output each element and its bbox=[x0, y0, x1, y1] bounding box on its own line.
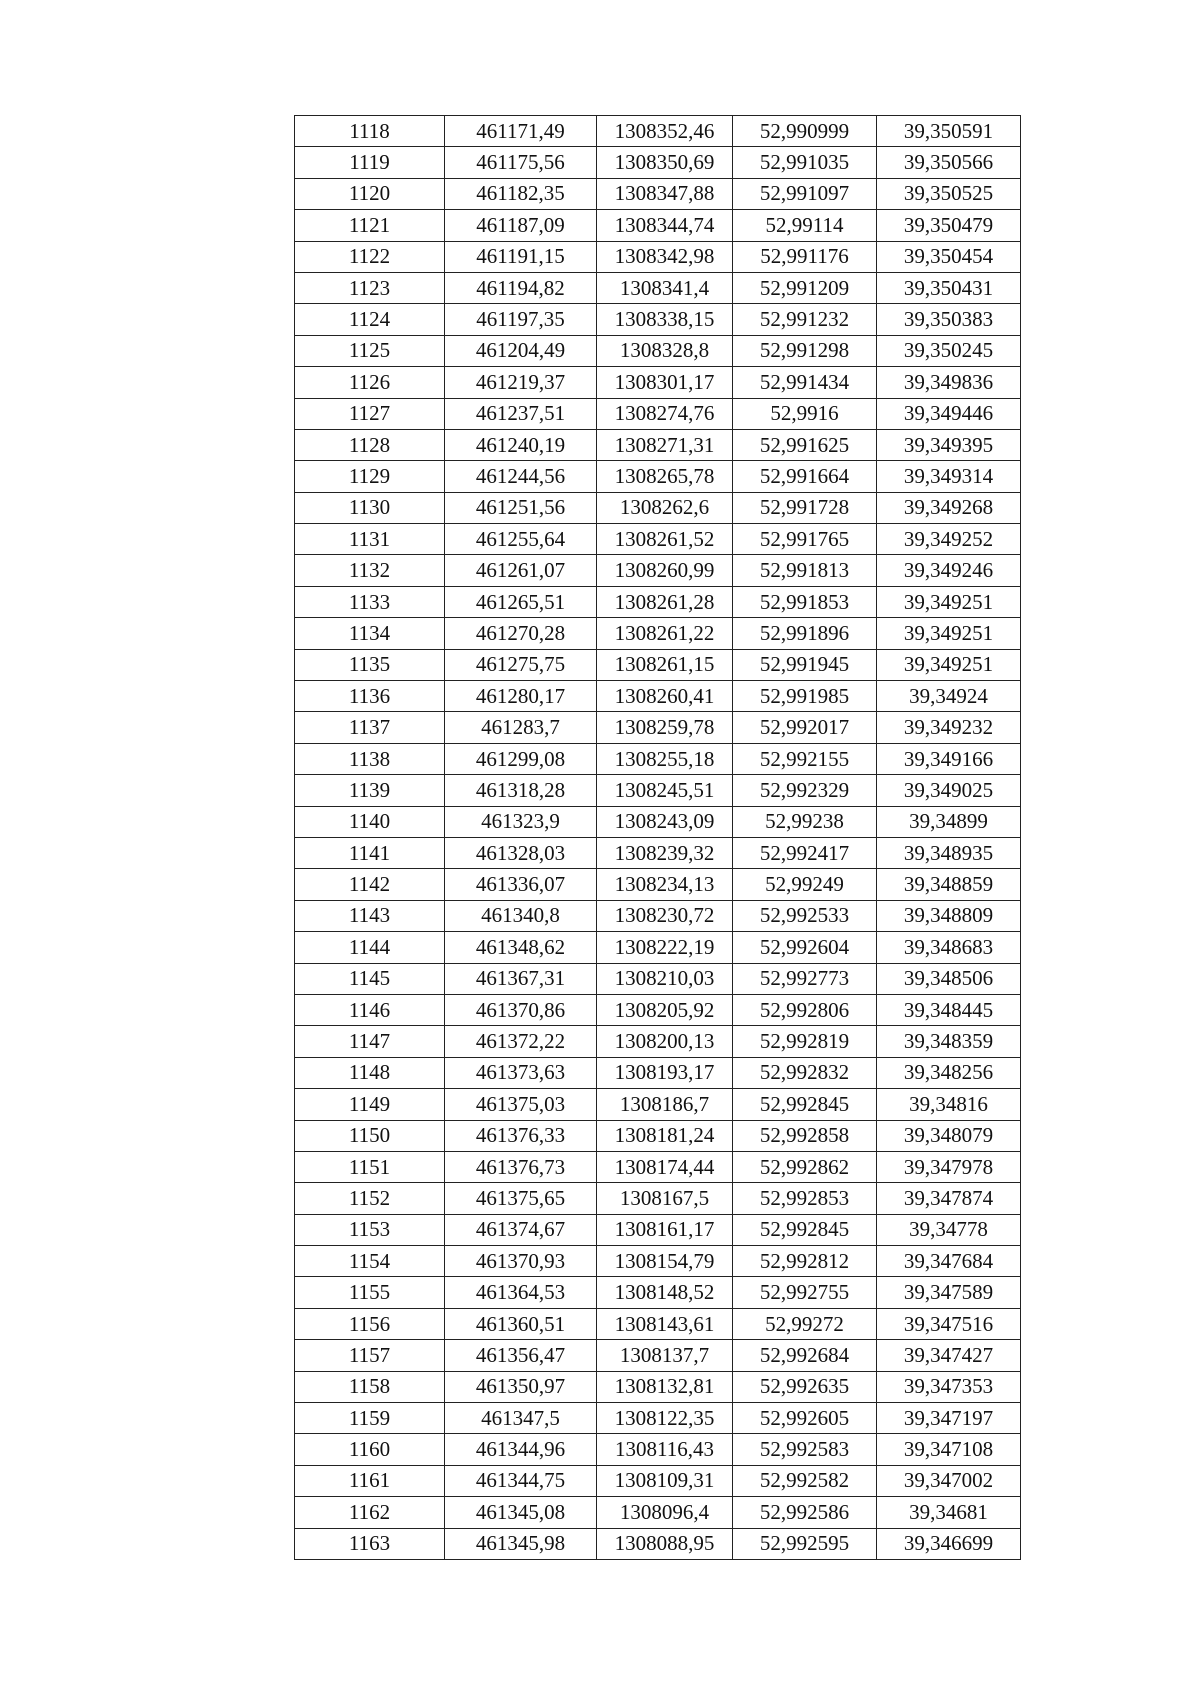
y-coordinate-cell: 1308137,7 bbox=[597, 1340, 733, 1371]
table-row bbox=[295, 461, 1021, 492]
longitude-cell: 39,34681 bbox=[877, 1497, 1021, 1528]
y-coordinate-cell: 1308261,52 bbox=[597, 524, 733, 555]
longitude-cell: 39,350479 bbox=[877, 210, 1021, 241]
point-number-cell: 1152 bbox=[295, 1183, 445, 1214]
table-row bbox=[295, 869, 1021, 900]
longitude-cell: 39,348445 bbox=[877, 994, 1021, 1025]
x-coordinate-cell: 461270,28 bbox=[445, 618, 597, 649]
x-coordinate-cell: 461251,56 bbox=[445, 492, 597, 523]
x-coordinate-cell: 461182,35 bbox=[445, 178, 597, 209]
latitude-cell: 52,992845 bbox=[733, 1089, 877, 1120]
table-row bbox=[295, 524, 1021, 555]
x-coordinate-cell: 461372,22 bbox=[445, 1026, 597, 1057]
point-number-cell: 1133 bbox=[295, 586, 445, 617]
x-coordinate-cell: 461370,93 bbox=[445, 1246, 597, 1277]
x-coordinate-cell: 461197,35 bbox=[445, 304, 597, 335]
table-row bbox=[295, 900, 1021, 931]
y-coordinate-cell: 1308261,28 bbox=[597, 586, 733, 617]
point-number-cell: 1147 bbox=[295, 1026, 445, 1057]
latitude-cell: 52,991035 bbox=[733, 147, 877, 178]
table-row bbox=[295, 1277, 1021, 1308]
latitude-cell: 52,992832 bbox=[733, 1057, 877, 1088]
x-coordinate-cell: 461261,07 bbox=[445, 555, 597, 586]
point-number-cell: 1134 bbox=[295, 618, 445, 649]
latitude-cell: 52,991853 bbox=[733, 586, 877, 617]
latitude-cell: 52,992604 bbox=[733, 932, 877, 963]
coordinates-table-body bbox=[295, 116, 1021, 1560]
longitude-cell: 39,348256 bbox=[877, 1057, 1021, 1088]
longitude-cell: 39,350566 bbox=[877, 147, 1021, 178]
y-coordinate-cell: 1308205,92 bbox=[597, 994, 733, 1025]
table-row bbox=[295, 1151, 1021, 1182]
longitude-cell: 39,34778 bbox=[877, 1214, 1021, 1245]
longitude-cell: 39,347589 bbox=[877, 1277, 1021, 1308]
table-row bbox=[295, 272, 1021, 303]
longitude-cell: 39,347874 bbox=[877, 1183, 1021, 1214]
latitude-cell: 52,992684 bbox=[733, 1340, 877, 1371]
latitude-cell: 52,991232 bbox=[733, 304, 877, 335]
longitude-cell: 39,347108 bbox=[877, 1434, 1021, 1465]
point-number-cell: 1157 bbox=[295, 1340, 445, 1371]
table-row bbox=[295, 1465, 1021, 1496]
latitude-cell: 52,99238 bbox=[733, 806, 877, 837]
latitude-cell: 52,992417 bbox=[733, 837, 877, 868]
longitude-cell: 39,348859 bbox=[877, 869, 1021, 900]
longitude-cell: 39,349446 bbox=[877, 398, 1021, 429]
latitude-cell: 52,992586 bbox=[733, 1497, 877, 1528]
coordinates-table bbox=[294, 115, 1021, 1560]
x-coordinate-cell: 461299,08 bbox=[445, 743, 597, 774]
table-row bbox=[295, 1340, 1021, 1371]
x-coordinate-cell: 461219,37 bbox=[445, 367, 597, 398]
latitude-cell: 52,992845 bbox=[733, 1214, 877, 1245]
x-coordinate-cell: 461323,9 bbox=[445, 806, 597, 837]
table-row bbox=[295, 649, 1021, 680]
longitude-cell: 39,349025 bbox=[877, 775, 1021, 806]
latitude-cell: 52,991813 bbox=[733, 555, 877, 586]
point-number-cell: 1137 bbox=[295, 712, 445, 743]
point-number-cell: 1141 bbox=[295, 837, 445, 868]
x-coordinate-cell: 461375,03 bbox=[445, 1089, 597, 1120]
y-coordinate-cell: 1308132,81 bbox=[597, 1371, 733, 1402]
point-number-cell: 1142 bbox=[295, 869, 445, 900]
latitude-cell: 52,992858 bbox=[733, 1120, 877, 1151]
longitude-cell: 39,349252 bbox=[877, 524, 1021, 555]
point-number-cell: 1148 bbox=[295, 1057, 445, 1088]
point-number-cell: 1119 bbox=[295, 147, 445, 178]
point-number-cell: 1120 bbox=[295, 178, 445, 209]
longitude-cell: 39,350431 bbox=[877, 272, 1021, 303]
y-coordinate-cell: 1308174,44 bbox=[597, 1151, 733, 1182]
y-coordinate-cell: 1308167,5 bbox=[597, 1183, 733, 1214]
y-coordinate-cell: 1308259,78 bbox=[597, 712, 733, 743]
y-coordinate-cell: 1308181,24 bbox=[597, 1120, 733, 1151]
longitude-cell: 39,349246 bbox=[877, 555, 1021, 586]
point-number-cell: 1160 bbox=[295, 1434, 445, 1465]
longitude-cell: 39,347978 bbox=[877, 1151, 1021, 1182]
point-number-cell: 1124 bbox=[295, 304, 445, 335]
longitude-cell: 39,349395 bbox=[877, 429, 1021, 460]
table-row bbox=[295, 1120, 1021, 1151]
longitude-cell: 39,347427 bbox=[877, 1340, 1021, 1371]
table-row bbox=[295, 1497, 1021, 1528]
latitude-cell: 52,992806 bbox=[733, 994, 877, 1025]
table-row bbox=[295, 994, 1021, 1025]
y-coordinate-cell: 1308143,61 bbox=[597, 1308, 733, 1339]
latitude-cell: 52,992819 bbox=[733, 1026, 877, 1057]
point-number-cell: 1127 bbox=[295, 398, 445, 429]
longitude-cell: 39,349836 bbox=[877, 367, 1021, 398]
y-coordinate-cell: 1308122,35 bbox=[597, 1403, 733, 1434]
y-coordinate-cell: 1308347,88 bbox=[597, 178, 733, 209]
x-coordinate-cell: 461244,56 bbox=[445, 461, 597, 492]
point-number-cell: 1144 bbox=[295, 932, 445, 963]
y-coordinate-cell: 1308210,03 bbox=[597, 963, 733, 994]
table-row bbox=[295, 367, 1021, 398]
table-row bbox=[295, 586, 1021, 617]
table-row bbox=[295, 837, 1021, 868]
table-row bbox=[295, 210, 1021, 241]
latitude-cell: 52,991434 bbox=[733, 367, 877, 398]
x-coordinate-cell: 461171,49 bbox=[445, 116, 597, 147]
longitude-cell: 39,349251 bbox=[877, 586, 1021, 617]
latitude-cell: 52,991625 bbox=[733, 429, 877, 460]
point-number-cell: 1118 bbox=[295, 116, 445, 147]
x-coordinate-cell: 461194,82 bbox=[445, 272, 597, 303]
longitude-cell: 39,350245 bbox=[877, 335, 1021, 366]
table-row bbox=[295, 806, 1021, 837]
latitude-cell: 52,992605 bbox=[733, 1403, 877, 1434]
x-coordinate-cell: 461191,15 bbox=[445, 241, 597, 272]
longitude-cell: 39,348359 bbox=[877, 1026, 1021, 1057]
y-coordinate-cell: 1308352,46 bbox=[597, 116, 733, 147]
y-coordinate-cell: 1308350,69 bbox=[597, 147, 733, 178]
point-number-cell: 1132 bbox=[295, 555, 445, 586]
point-number-cell: 1150 bbox=[295, 1120, 445, 1151]
longitude-cell: 39,348506 bbox=[877, 963, 1021, 994]
y-coordinate-cell: 1308344,74 bbox=[597, 210, 733, 241]
x-coordinate-cell: 461376,73 bbox=[445, 1151, 597, 1182]
longitude-cell: 39,34816 bbox=[877, 1089, 1021, 1120]
table-row bbox=[295, 1026, 1021, 1057]
y-coordinate-cell: 1308116,43 bbox=[597, 1434, 733, 1465]
point-number-cell: 1163 bbox=[295, 1528, 445, 1559]
latitude-cell: 52,991945 bbox=[733, 649, 877, 680]
table-row bbox=[295, 1528, 1021, 1559]
table-row bbox=[295, 1183, 1021, 1214]
table-row bbox=[295, 241, 1021, 272]
y-coordinate-cell: 1308193,17 bbox=[597, 1057, 733, 1088]
x-coordinate-cell: 461356,47 bbox=[445, 1340, 597, 1371]
point-number-cell: 1158 bbox=[295, 1371, 445, 1402]
table-row bbox=[295, 1089, 1021, 1120]
x-coordinate-cell: 461318,28 bbox=[445, 775, 597, 806]
point-number-cell: 1154 bbox=[295, 1246, 445, 1277]
table-row bbox=[295, 775, 1021, 806]
latitude-cell: 52,992017 bbox=[733, 712, 877, 743]
table-row bbox=[295, 1403, 1021, 1434]
x-coordinate-cell: 461364,53 bbox=[445, 1277, 597, 1308]
y-coordinate-cell: 1308338,15 bbox=[597, 304, 733, 335]
y-coordinate-cell: 1308261,15 bbox=[597, 649, 733, 680]
longitude-cell: 39,348079 bbox=[877, 1120, 1021, 1151]
point-number-cell: 1129 bbox=[295, 461, 445, 492]
y-coordinate-cell: 1308260,41 bbox=[597, 681, 733, 712]
y-coordinate-cell: 1308243,09 bbox=[597, 806, 733, 837]
y-coordinate-cell: 1308274,76 bbox=[597, 398, 733, 429]
y-coordinate-cell: 1308342,98 bbox=[597, 241, 733, 272]
x-coordinate-cell: 461275,75 bbox=[445, 649, 597, 680]
longitude-cell: 39,347353 bbox=[877, 1371, 1021, 1402]
latitude-cell: 52,992595 bbox=[733, 1528, 877, 1559]
table-row bbox=[295, 712, 1021, 743]
x-coordinate-cell: 461340,8 bbox=[445, 900, 597, 931]
longitude-cell: 39,349314 bbox=[877, 461, 1021, 492]
y-coordinate-cell: 1308109,31 bbox=[597, 1465, 733, 1496]
point-number-cell: 1123 bbox=[295, 272, 445, 303]
x-coordinate-cell: 461375,65 bbox=[445, 1183, 597, 1214]
y-coordinate-cell: 1308239,32 bbox=[597, 837, 733, 868]
longitude-cell: 39,349268 bbox=[877, 492, 1021, 523]
table-row bbox=[295, 963, 1021, 994]
x-coordinate-cell: 461255,64 bbox=[445, 524, 597, 555]
point-number-cell: 1146 bbox=[295, 994, 445, 1025]
table-row bbox=[295, 681, 1021, 712]
point-number-cell: 1159 bbox=[295, 1403, 445, 1434]
x-coordinate-cell: 461283,7 bbox=[445, 712, 597, 743]
longitude-cell: 39,348809 bbox=[877, 900, 1021, 931]
y-coordinate-cell: 1308255,18 bbox=[597, 743, 733, 774]
latitude-cell: 52,991209 bbox=[733, 272, 877, 303]
longitude-cell: 39,348683 bbox=[877, 932, 1021, 963]
point-number-cell: 1126 bbox=[295, 367, 445, 398]
x-coordinate-cell: 461373,63 bbox=[445, 1057, 597, 1088]
y-coordinate-cell: 1308222,19 bbox=[597, 932, 733, 963]
longitude-cell: 39,350591 bbox=[877, 116, 1021, 147]
x-coordinate-cell: 461175,56 bbox=[445, 147, 597, 178]
x-coordinate-cell: 461237,51 bbox=[445, 398, 597, 429]
point-number-cell: 1131 bbox=[295, 524, 445, 555]
x-coordinate-cell: 461348,62 bbox=[445, 932, 597, 963]
longitude-cell: 39,349232 bbox=[877, 712, 1021, 743]
longitude-cell: 39,349251 bbox=[877, 649, 1021, 680]
latitude-cell: 52,992853 bbox=[733, 1183, 877, 1214]
latitude-cell: 52,991298 bbox=[733, 335, 877, 366]
point-number-cell: 1155 bbox=[295, 1277, 445, 1308]
table-row bbox=[295, 1434, 1021, 1465]
latitude-cell: 52,991728 bbox=[733, 492, 877, 523]
y-coordinate-cell: 1308154,79 bbox=[597, 1246, 733, 1277]
y-coordinate-cell: 1308161,17 bbox=[597, 1214, 733, 1245]
latitude-cell: 52,991176 bbox=[733, 241, 877, 272]
x-coordinate-cell: 461265,51 bbox=[445, 586, 597, 617]
y-coordinate-cell: 1308200,13 bbox=[597, 1026, 733, 1057]
longitude-cell: 39,34924 bbox=[877, 681, 1021, 712]
y-coordinate-cell: 1308260,99 bbox=[597, 555, 733, 586]
table-row bbox=[295, 147, 1021, 178]
latitude-cell: 52,99272 bbox=[733, 1308, 877, 1339]
y-coordinate-cell: 1308096,4 bbox=[597, 1497, 733, 1528]
y-coordinate-cell: 1308265,78 bbox=[597, 461, 733, 492]
longitude-cell: 39,349251 bbox=[877, 618, 1021, 649]
longitude-cell: 39,348935 bbox=[877, 837, 1021, 868]
table-row bbox=[295, 335, 1021, 366]
x-coordinate-cell: 461376,33 bbox=[445, 1120, 597, 1151]
y-coordinate-cell: 1308341,4 bbox=[597, 272, 733, 303]
longitude-cell: 39,347197 bbox=[877, 1403, 1021, 1434]
latitude-cell: 52,992635 bbox=[733, 1371, 877, 1402]
point-number-cell: 1136 bbox=[295, 681, 445, 712]
latitude-cell: 52,9916 bbox=[733, 398, 877, 429]
table-row bbox=[295, 932, 1021, 963]
latitude-cell: 52,992862 bbox=[733, 1151, 877, 1182]
y-coordinate-cell: 1308234,13 bbox=[597, 869, 733, 900]
y-coordinate-cell: 1308261,22 bbox=[597, 618, 733, 649]
latitude-cell: 52,99114 bbox=[733, 210, 877, 241]
table-row bbox=[295, 743, 1021, 774]
table-row bbox=[295, 618, 1021, 649]
x-coordinate-cell: 461336,07 bbox=[445, 869, 597, 900]
table-row bbox=[295, 1371, 1021, 1402]
x-coordinate-cell: 461347,5 bbox=[445, 1403, 597, 1434]
point-number-cell: 1153 bbox=[295, 1214, 445, 1245]
y-coordinate-cell: 1308328,8 bbox=[597, 335, 733, 366]
point-number-cell: 1130 bbox=[295, 492, 445, 523]
latitude-cell: 52,99249 bbox=[733, 869, 877, 900]
y-coordinate-cell: 1308148,52 bbox=[597, 1277, 733, 1308]
latitude-cell: 52,991985 bbox=[733, 681, 877, 712]
y-coordinate-cell: 1308088,95 bbox=[597, 1528, 733, 1559]
y-coordinate-cell: 1308301,17 bbox=[597, 367, 733, 398]
x-coordinate-cell: 461240,19 bbox=[445, 429, 597, 460]
point-number-cell: 1122 bbox=[295, 241, 445, 272]
table-row bbox=[295, 1246, 1021, 1277]
x-coordinate-cell: 461345,98 bbox=[445, 1528, 597, 1559]
point-number-cell: 1151 bbox=[295, 1151, 445, 1182]
y-coordinate-cell: 1308271,31 bbox=[597, 429, 733, 460]
longitude-cell: 39,346699 bbox=[877, 1528, 1021, 1559]
x-coordinate-cell: 461280,17 bbox=[445, 681, 597, 712]
latitude-cell: 52,992329 bbox=[733, 775, 877, 806]
point-number-cell: 1149 bbox=[295, 1089, 445, 1120]
x-coordinate-cell: 461344,75 bbox=[445, 1465, 597, 1496]
x-coordinate-cell: 461367,31 bbox=[445, 963, 597, 994]
x-coordinate-cell: 461344,96 bbox=[445, 1434, 597, 1465]
table-row bbox=[295, 398, 1021, 429]
table-row bbox=[295, 1308, 1021, 1339]
latitude-cell: 52,991896 bbox=[733, 618, 877, 649]
y-coordinate-cell: 1308245,51 bbox=[597, 775, 733, 806]
x-coordinate-cell: 461187,09 bbox=[445, 210, 597, 241]
table-row bbox=[295, 116, 1021, 147]
y-coordinate-cell: 1308186,7 bbox=[597, 1089, 733, 1120]
table-row bbox=[295, 1057, 1021, 1088]
table-row bbox=[295, 304, 1021, 335]
x-coordinate-cell: 461328,03 bbox=[445, 837, 597, 868]
longitude-cell: 39,350525 bbox=[877, 178, 1021, 209]
latitude-cell: 52,991097 bbox=[733, 178, 877, 209]
point-number-cell: 1140 bbox=[295, 806, 445, 837]
table-row bbox=[295, 178, 1021, 209]
point-number-cell: 1161 bbox=[295, 1465, 445, 1496]
latitude-cell: 52,992155 bbox=[733, 743, 877, 774]
latitude-cell: 52,992812 bbox=[733, 1246, 877, 1277]
table-row bbox=[295, 429, 1021, 460]
latitude-cell: 52,990999 bbox=[733, 116, 877, 147]
x-coordinate-cell: 461204,49 bbox=[445, 335, 597, 366]
x-coordinate-cell: 461374,67 bbox=[445, 1214, 597, 1245]
latitude-cell: 52,992582 bbox=[733, 1465, 877, 1496]
point-number-cell: 1128 bbox=[295, 429, 445, 460]
latitude-cell: 52,991664 bbox=[733, 461, 877, 492]
x-coordinate-cell: 461360,51 bbox=[445, 1308, 597, 1339]
x-coordinate-cell: 461345,08 bbox=[445, 1497, 597, 1528]
longitude-cell: 39,347516 bbox=[877, 1308, 1021, 1339]
longitude-cell: 39,34899 bbox=[877, 806, 1021, 837]
longitude-cell: 39,347002 bbox=[877, 1465, 1021, 1496]
longitude-cell: 39,350454 bbox=[877, 241, 1021, 272]
point-number-cell: 1139 bbox=[295, 775, 445, 806]
table-row bbox=[295, 555, 1021, 586]
latitude-cell: 52,992773 bbox=[733, 963, 877, 994]
point-number-cell: 1135 bbox=[295, 649, 445, 680]
latitude-cell: 52,991765 bbox=[733, 524, 877, 555]
table-row bbox=[295, 492, 1021, 523]
x-coordinate-cell: 461370,86 bbox=[445, 994, 597, 1025]
point-number-cell: 1125 bbox=[295, 335, 445, 366]
y-coordinate-cell: 1308230,72 bbox=[597, 900, 733, 931]
latitude-cell: 52,992533 bbox=[733, 900, 877, 931]
point-number-cell: 1138 bbox=[295, 743, 445, 774]
longitude-cell: 39,347684 bbox=[877, 1246, 1021, 1277]
point-number-cell: 1162 bbox=[295, 1497, 445, 1528]
latitude-cell: 52,992583 bbox=[733, 1434, 877, 1465]
x-coordinate-cell: 461350,97 bbox=[445, 1371, 597, 1402]
point-number-cell: 1121 bbox=[295, 210, 445, 241]
latitude-cell: 52,992755 bbox=[733, 1277, 877, 1308]
y-coordinate-cell: 1308262,6 bbox=[597, 492, 733, 523]
point-number-cell: 1143 bbox=[295, 900, 445, 931]
point-number-cell: 1156 bbox=[295, 1308, 445, 1339]
table-row bbox=[295, 1214, 1021, 1245]
longitude-cell: 39,349166 bbox=[877, 743, 1021, 774]
longitude-cell: 39,350383 bbox=[877, 304, 1021, 335]
point-number-cell: 1145 bbox=[295, 963, 445, 994]
